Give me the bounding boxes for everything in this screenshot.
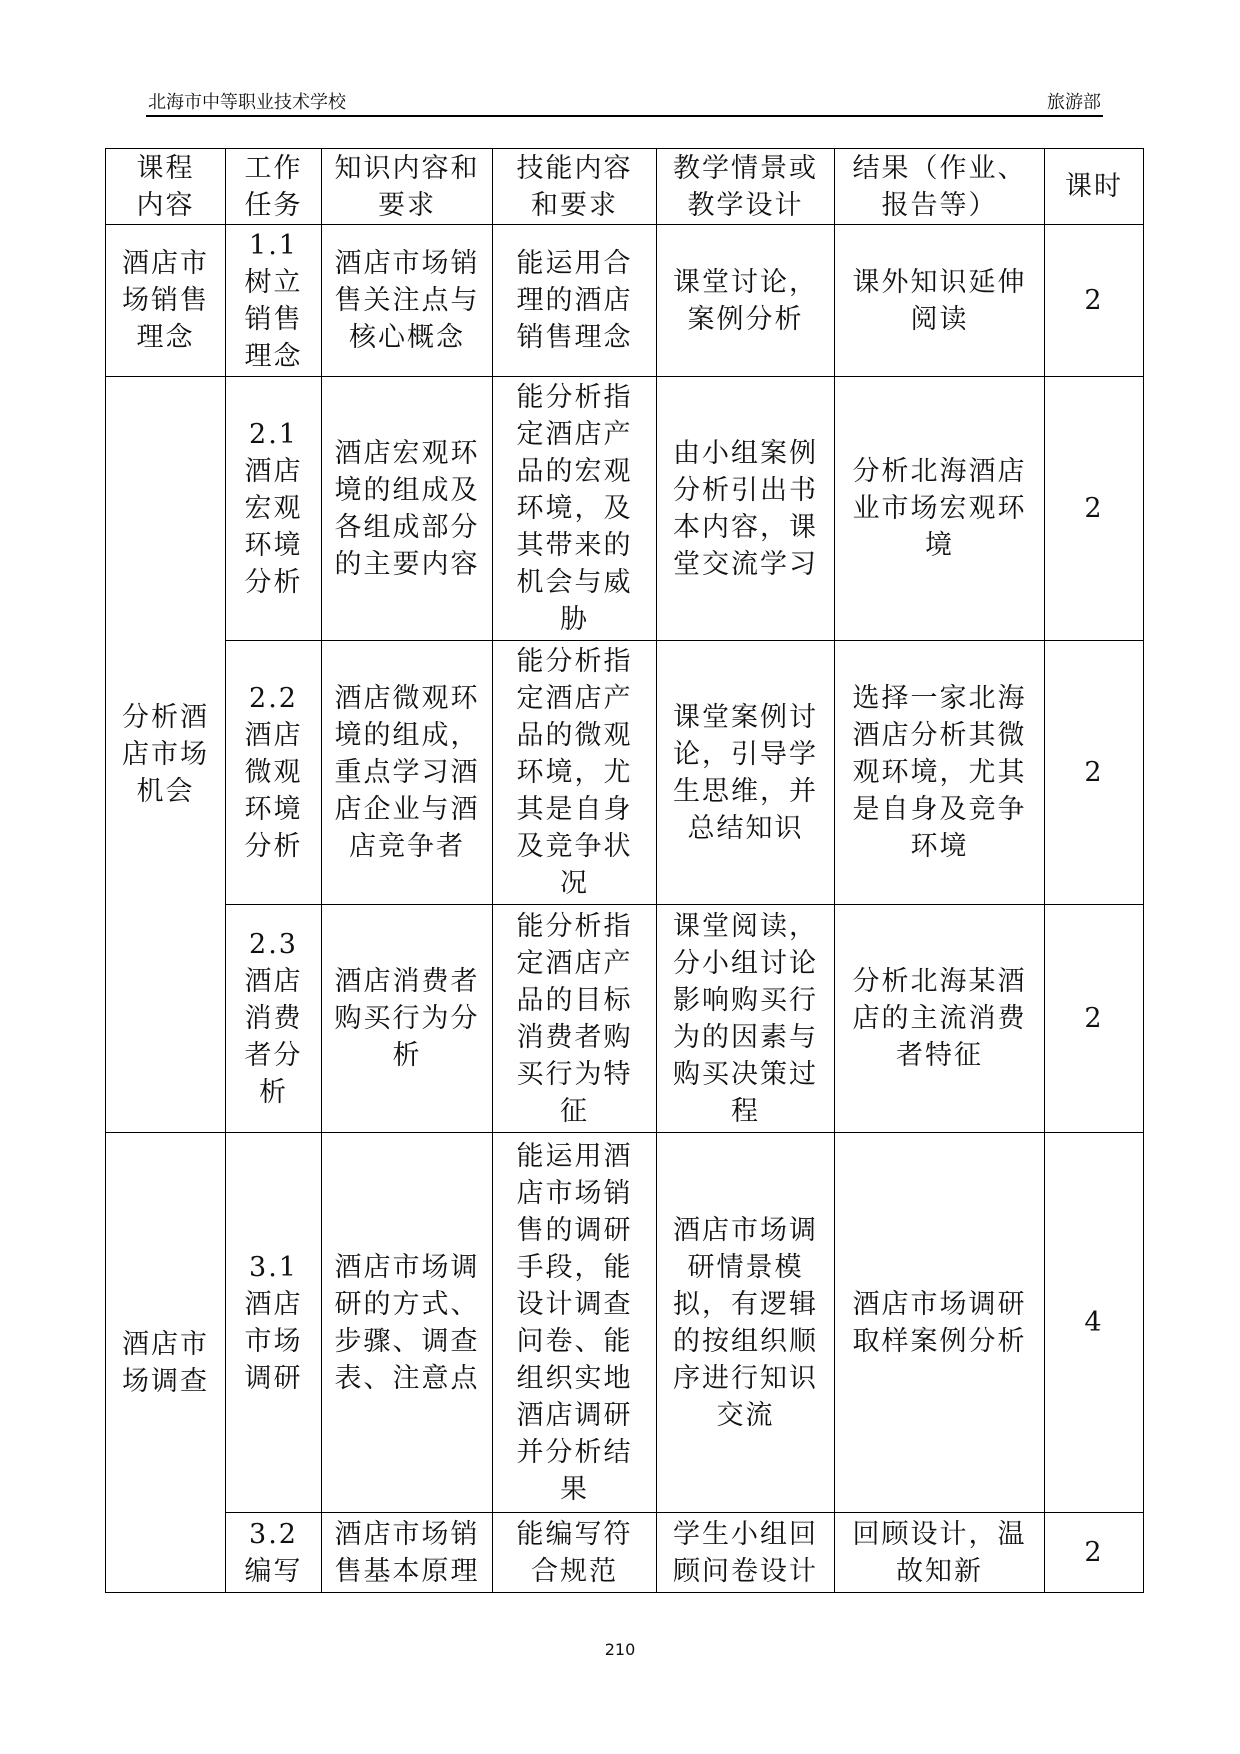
result-cell: 课外知识延伸 阅读 xyxy=(835,225,1045,377)
table-row xyxy=(106,225,1144,377)
header-rule xyxy=(146,115,1103,117)
result-cell: 选择一家北海 酒店分析其微 观环境，尤其 是自身及竞争 环境 xyxy=(835,641,1045,905)
table-row xyxy=(106,905,1144,1133)
skill-cell: 能运用合 理的酒店 销售理念 xyxy=(493,225,657,377)
knowledge-cell: 酒店市场调 研的方式、 步骤、调查 表、注意点 xyxy=(322,1133,493,1513)
header-skill: 技能内容 和要求 xyxy=(493,149,657,225)
knowledge-cell: 酒店消费者 购买行为分 析 xyxy=(322,905,493,1133)
table-row xyxy=(106,1513,1144,1593)
knowledge-cell: 酒店市场销 售基本原理 xyxy=(322,1513,493,1593)
skill-cell: 能分析指 定酒店产 品的微观 环境，尤 其是自身 及竞争状 况 xyxy=(493,641,657,905)
teaching-cell: 课堂讨论， 案例分析 xyxy=(657,225,835,377)
department-name: 旅游部 xyxy=(1047,92,1101,113)
header-course-content: 课程 内容 xyxy=(106,149,226,225)
teaching-cell: 课堂阅读， 分小组讨论 影响购买行 为的因素与 购买决策过 程 xyxy=(657,905,835,1133)
skill-cell: 能分析指 定酒店产 品的目标 消费者购 买行为特 征 xyxy=(493,905,657,1133)
knowledge-cell: 酒店市场销 售关注点与 核心概念 xyxy=(322,225,493,377)
task-cell: 2.1 酒店 宏观 环境 分析 xyxy=(226,377,322,641)
skill-cell: 能运用酒 店市场销 售的调研 手段，能 设计调查 问卷、能 组织实地 酒店调研 并分析结 果 xyxy=(493,1133,657,1513)
header-hours: 课时 xyxy=(1045,149,1144,225)
hours-cell: 2 xyxy=(1045,225,1144,377)
course-cell: 分析酒 店市场 机会 xyxy=(106,377,226,1133)
task-cell: 2.2 酒店 微观 环境 分析 xyxy=(226,641,322,905)
task-cell: 3.1 酒店 市场 调研 xyxy=(226,1133,322,1513)
course-cell: 酒店市 场调查 xyxy=(106,1133,226,1593)
teaching-cell: 酒店市场调 研情景模 拟，有逻辑 的按组织顺 序进行知识 交流 xyxy=(657,1133,835,1513)
course-cell: 酒店市 场销售 理念 xyxy=(106,225,226,377)
hours-cell: 4 xyxy=(1045,1133,1144,1513)
skill-cell: 能编写符 合规范 xyxy=(493,1513,657,1593)
header-result: 结果（作业、 报告等） xyxy=(835,149,1045,225)
knowledge-cell: 酒店宏观环 境的组成及 各组成部分 的主要内容 xyxy=(322,377,493,641)
page-number: 210 xyxy=(604,1640,636,1659)
teaching-cell: 课堂案例讨 论，引导学 生思维，并 总结知识 xyxy=(657,641,835,905)
skill-cell: 能分析指 定酒店产 品的宏观 环境，及 其带来的 机会与威 胁 xyxy=(493,377,657,641)
table-row xyxy=(106,1133,1144,1513)
school-name: 北海市中等职业技术学校 xyxy=(148,92,346,113)
teaching-cell: 由小组案例 分析引出书 本内容，课 堂交流学习 xyxy=(657,377,835,641)
table-header-row xyxy=(106,149,1144,225)
hours-cell: 2 xyxy=(1045,905,1144,1133)
header-work-task: 工作 任务 xyxy=(226,149,322,225)
table-row xyxy=(106,641,1144,905)
task-cell: 3.2 编写 xyxy=(226,1513,322,1593)
hours-cell: 2 xyxy=(1045,1513,1144,1593)
result-cell: 酒店市场调研 取样案例分析 xyxy=(835,1133,1045,1513)
hours-cell: 2 xyxy=(1045,377,1144,641)
hours-cell: 2 xyxy=(1045,641,1144,905)
result-cell: 分析北海酒店 业市场宏观环 境 xyxy=(835,377,1045,641)
course-table xyxy=(105,148,1144,1593)
page-header xyxy=(148,86,1101,114)
result-cell: 回顾设计，温 故知新 xyxy=(835,1513,1045,1593)
teaching-cell: 学生小组回 顾问卷设计 xyxy=(657,1513,835,1593)
knowledge-cell: 酒店微观环 境的组成， 重点学习酒 店企业与酒 店竞争者 xyxy=(322,641,493,905)
table-row xyxy=(106,377,1144,641)
header-teaching-design: 教学情景或 教学设计 xyxy=(657,149,835,225)
result-cell: 分析北海某酒 店的主流消费 者特征 xyxy=(835,905,1045,1133)
header-knowledge: 知识内容和 要求 xyxy=(322,149,493,225)
task-cell: 2.3 酒店 消费 者分 析 xyxy=(226,905,322,1133)
task-cell: 1.1 树立 销售 理念 xyxy=(226,225,322,377)
